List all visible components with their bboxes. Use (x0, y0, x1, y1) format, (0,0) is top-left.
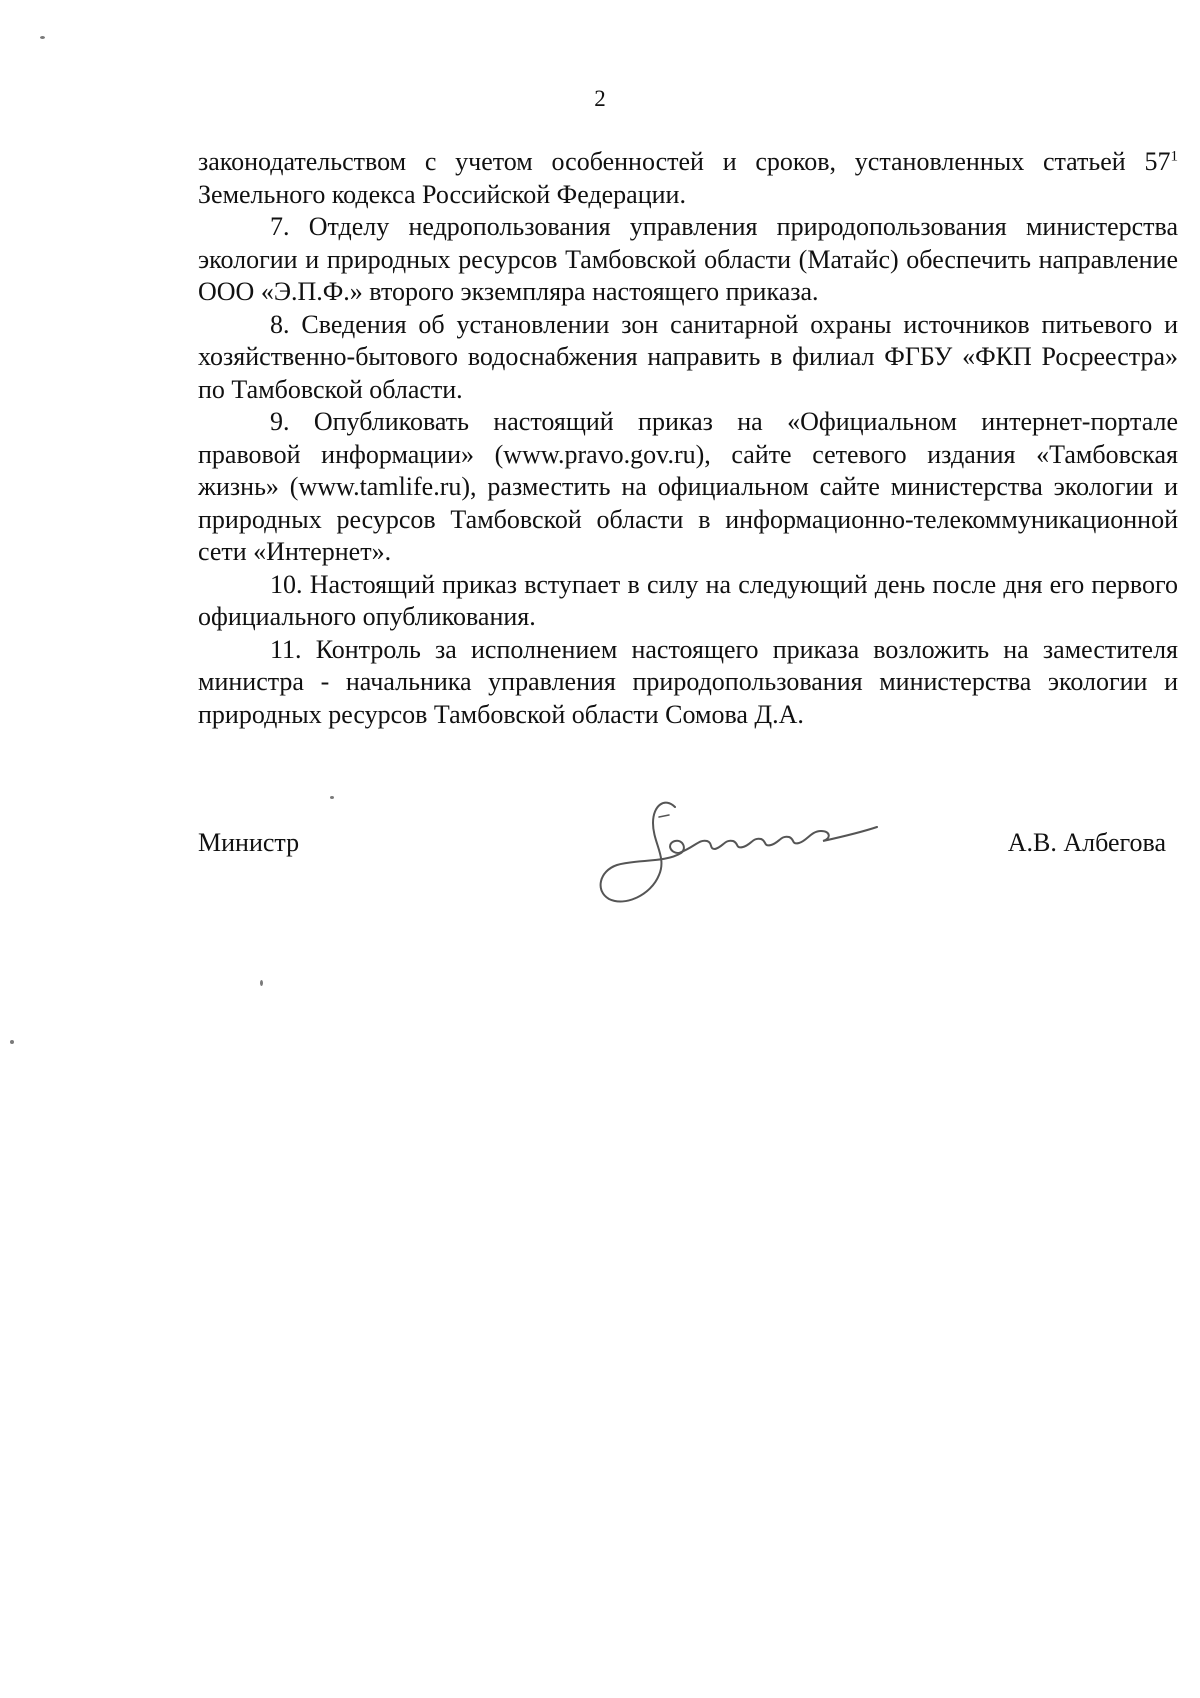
document-body (198, 146, 1178, 731)
signatory-title: Министр (198, 828, 300, 857)
superscript-article-index: 1 (1170, 148, 1178, 165)
page-number: 2 (594, 86, 606, 111)
paragraph-text: Земельного кодекса Российской Федерации. (198, 179, 686, 209)
paragraph-item-10: 10. Настоящий приказ вступает в силу на следующий день после дня его первого официального опубликования. (198, 569, 1178, 631)
paragraph-continuation (198, 146, 1178, 211)
signatory-name: А.В. Албегова (1007, 828, 1166, 857)
paragraph-item-8: 8. Сведения об установлении зон санитарной охраны источников питьевого и хозяйственно-бытового водоснабжения направить в филиал ФГБУ «ФКП Росреестра» по Тамбовской области. (198, 309, 1178, 404)
paragraph-text: законодательством с учетом особенностей и сроков, установленных статьей 57 (198, 147, 1171, 176)
scan-speck (10, 1040, 14, 1044)
scan-speck (40, 36, 45, 39)
paragraph-item-11: 11. Контроль за исполнением настоящего приказа возложить на заместителя министра - начальника управления природопользования министерства экологии и природных ресурсов Тамбовской области Сомова Д.А. (198, 634, 1178, 729)
paragraph-item-9: 9. Опубликовать настоящий приказ на «Официальном интернет-портале правовой информации» (www.pravo.gov.ru), сайте сетевого издания «Тамбовская жизнь» (www.tamlife.ru), разместить на официальном сайте министерства экологии и природных ресурсов Тамбовской области в информационно-телекоммуникационной сети «Интернет». (198, 407, 1178, 566)
handwritten-signature (595, 795, 880, 910)
scan-speck (330, 796, 334, 799)
scan-speck (260, 980, 263, 986)
paragraph-item-7: 7. Отделу недропользования управления природопользования министерства экологии и природных ресурсов Тамбовской области (Матайс) обеспечить направление ООО «Э.П.Ф.» второго экземпляра настоящего приказа. (198, 212, 1178, 306)
